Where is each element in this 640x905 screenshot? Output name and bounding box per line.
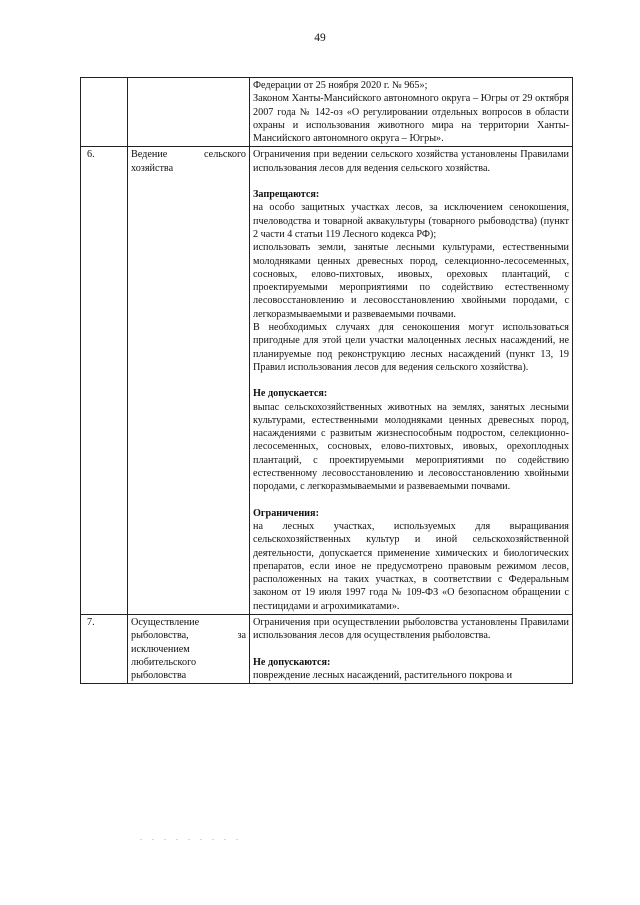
- restriction-intro: Ограничения при осуществлении рыболовства установлены Правилами использования лесов для осуществления рыболовства.: [253, 616, 569, 642]
- row-number: 7.: [81, 614, 128, 683]
- restrictions-cell: [250, 147, 573, 615]
- section-heading: Ограничения:: [253, 507, 319, 519]
- activity-name: [128, 78, 250, 147]
- section-heading: Не допускается:: [253, 388, 328, 400]
- activity-name: Осуществление рыболовства, за исключением любительского рыболовства: [128, 614, 250, 683]
- restrictions-cell: [250, 614, 573, 683]
- table-row: [81, 614, 573, 683]
- restriction-text: использовать земли, занятые лесными культурами, естественными молодняками ценных древесных пород, селекционно-лесосеменных, сосновых, елово-пихтовых, ивовых, ореховых плантаций, с проектируемыми мероприятиями по содействию естественному лесовосстановлению и лесовосстановлению хвойными породами, с легкоразмываемыми и развеваемыми почвами.: [253, 242, 569, 320]
- restriction-text: на лесных участках, используемых для выращивания сельскохозяйственных культур и иной сельскохозяйственной деятельности, допускается применение химических и биологических препаратов, если иное не предусмотрено правовым режимом лесов, расположенных на таких участках, в соответствии с Федеральным законом от 19 июля 1997 года № 109-ФЗ «О безопасном обращении с пестицидами и агрохимикатами».: [253, 520, 569, 612]
- regulations-table: [80, 77, 573, 684]
- row-number: [81, 78, 128, 147]
- restriction-text: Федерации от 25 ноября 2020 г. № 965»;: [253, 80, 428, 91]
- restriction-intro: Ограничения при ведении сельского хозяйства установлены Правилами использования лесов для ведения сельского хозяйства.: [253, 149, 569, 174]
- restrictions-cell: [250, 78, 573, 147]
- section-heading: Запрещаются:: [253, 189, 320, 201]
- scan-noise: . . . . . . . . .: [140, 833, 242, 842]
- restriction-text: В необходимых случаях для сенокошения могут использоваться пригодные для этой цели участки малоценных лесных насаждений, не планируемые под реконструкцию лесных насаждений (пункт 13, 19 Правил использования лесов для ведения сельского хозяйства).: [253, 322, 569, 373]
- restriction-text: выпас сельскохозяйственных животных на землях, занятых лесными культурами, естественными молодняками ценных древесных пород, насаждениями с развитым жизнеспособным подростом, селекционно-лесосеменных, сосновых, елово-пихтовых, ивовых, орехоплодных плантаций, с проектируемыми мероприятиями по содействию естественному лесовосстановлению и лесовосстановлению хвойными породами, с легкоразмываемыми и развеваемыми почвами.: [253, 401, 569, 493]
- page-number: 49: [314, 32, 326, 44]
- restriction-text: на особо защитных участках лесов, за исключением сенокошения, пчеловодства и товарной аквакультуры (товарного рыбоводства) (пункт 2 части 4 статьи 119 Лесного кодекса РФ);: [253, 202, 569, 240]
- table-row: [81, 78, 573, 147]
- row-number: 6.: [81, 147, 128, 615]
- restriction-text: повреждение лесных насаждений, растительного покрова и: [253, 669, 513, 681]
- activity-name: Ведение сельского хозяйства: [128, 147, 250, 615]
- restriction-text: Законом Ханты-Мансийского автономного округа – Югры от 29 октября 2007 года № 142-оз «О регулировании отдельных вопросов в области охраны и использования животного мира на территории Ханты-Мансийского автономного округа – Югры».: [253, 93, 569, 145]
- section-heading: Не допускаются:: [253, 656, 331, 668]
- table-row: [81, 147, 573, 615]
